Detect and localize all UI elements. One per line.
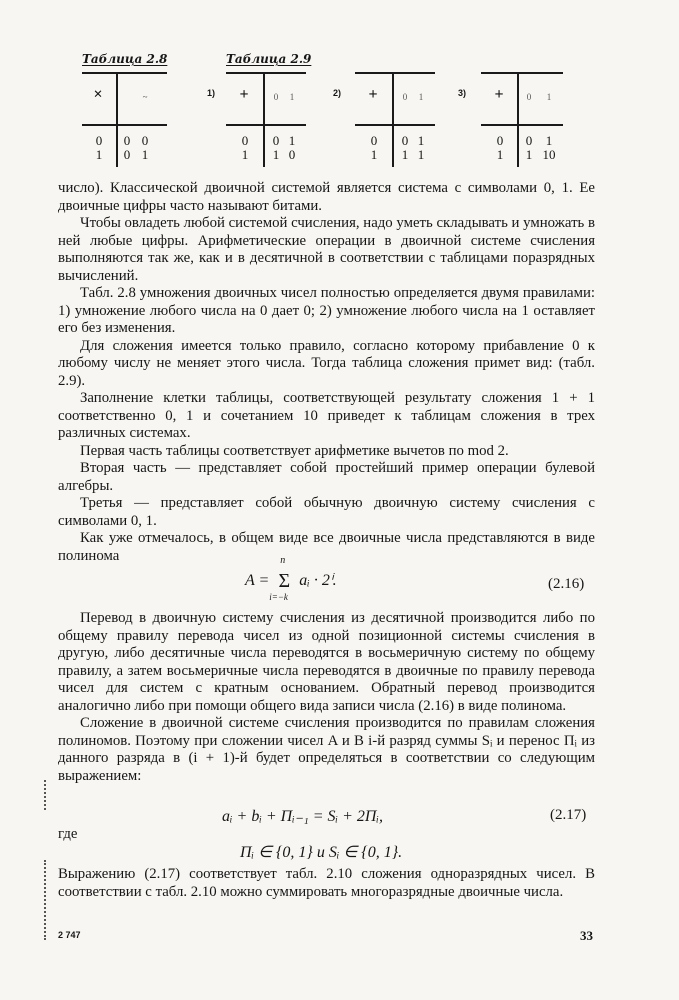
table-cell: 1 [545,133,553,148]
sum-upper-limit: n [280,555,286,566]
table-cell: 0 [525,133,533,148]
table-2-9-part-2 [355,72,445,167]
summation-sign: n Σ i=−k [269,555,291,602]
table-header-cell: 0 [402,92,408,102]
table-cell: 1 [141,147,149,162]
paragraph: Табл. 2.8 умножения двоичных чисел полностью определяется двумя правилами: 1) умножение любого числа на 0 дает 0; 2) умножение любого числа на 1 оставляет его без изменения. [58,285,595,336]
table-cell: 0 [123,133,131,148]
table-cell: 1 [401,147,409,162]
formula-lhs: A = [245,572,274,590]
paragraph: Выражению (2.17) соответствует табл. 2.10 сложения одноразрядных чисел. В соответствии с табл. 2.10 можно суммировать многоразрядные двоичные числа. [58,866,595,900]
multiply-operator: × [93,86,103,103]
table-2-8-caption: Таблица 2.8 [82,52,168,66]
table-2-9-part-3 [481,72,571,167]
table-cell: 0 [496,133,504,148]
paragraph: Сложение в двоичной системе счисления производится по правилам сложения полиномов. Поэтому при сложении чисел A и B i-й разряд суммы Sᵢ и перенос Пᵢ из данного разряда в (i + 1)-й будет определяться в соответствии со следующим выражением: [58,715,595,784]
paragraph: где [58,826,78,842]
table-cell: 1 [241,147,249,162]
table-cell: 0 [95,133,103,148]
table-cell: 10 [542,147,556,162]
body-text-final [58,866,595,901]
binding-mark [44,860,52,940]
table-header-cell: 1 [546,92,552,102]
table-header-cell: 1 [418,92,424,102]
table-cell: 1 [417,147,425,162]
table-cell: 1 [417,133,425,148]
paragraph: Заполнение клетки таблицы, соответствующей результату сложения 1 + 1 соответственно 0, 1 и сочетанием 10 приведет к таблицам сложения в трех различных системах. [58,390,595,441]
table-cell: 1 [288,133,296,148]
table-cell: 1 [525,147,533,162]
page-number: 33 [580,928,593,943]
table-cell: 0 [288,147,296,162]
equation-number: (2.16) [548,576,585,592]
plus-operator: + [368,86,378,103]
table-cell: 0 [141,133,149,148]
table-header-cell: 0 [273,92,279,102]
paragraph: Перевод в двоичную систему счисления из десятичной производится либо по общему правилу перевода чисел из одной позиционной системы счисления в другую, либо десятичные числа переводятся в восьмеричную систему по общему правилу, а затем восьмеричные числа переводятся в двоичные по правилу перевода чисел для систем с кратным основанием. Обратный перевод производится аналогично либо при помощи общего вида записи числа (2.16) в виде полинома. [58,610,595,714]
paragraph: Первая часть таблицы соответствует арифметике вычетов по mod 2. [80,442,509,459]
table-cell: 0 [241,133,249,148]
formula-2-17-conditions: Пᵢ ∈ {0, 1} и Sᵢ ∈ {0, 1}. [240,844,403,861]
table-header-cell: 0 [526,92,532,102]
where-label [58,826,595,844]
body-text-upper [58,180,595,565]
binding-mark [44,780,52,810]
table-cell: 1 [496,147,504,162]
table-cell: 1 [95,147,103,162]
table-cell: 0 [123,147,131,162]
paragraph: число). Классической двоичной системой является система с символами 0, 1. Ее двоичные цифры часто называют битами. [58,180,595,214]
formula-2-17: aᵢ + bᵢ + Пᵢ₋₁ = Sᵢ + 2Пᵢ, [222,808,383,825]
table-header-cell: ~ [142,92,148,102]
formula-2-16 [245,555,337,602]
table-cell: 0 [370,133,378,148]
printer-signature: 2 747 [58,930,81,940]
sum-lower-limit: i=−k [269,592,288,602]
paragraph: Чтобы овладеть любой системой счисления, надо уметь складывать и умножать в ней любые цифры. Арифметические операции в двоичной системе счисления выполняются так же, как и в десятичной в соответствии с таблицами поразрядных вычислений. [58,215,595,284]
body-text-lower [58,610,595,785]
formula-body: aᵢ · 2ⁱ. [299,572,337,590]
table-2-9-caption: Таблица 2.9 [226,52,312,66]
table-cell: 1 [370,147,378,162]
equation-number: (2.17) [550,807,587,823]
plus-operator: + [239,86,249,103]
table-cell: 0 [401,133,409,148]
table-header-cell: 1 [289,92,295,102]
table-part-label: 1) [207,88,216,98]
plus-operator: + [494,86,504,103]
table-2-9-part-1 [226,72,316,167]
table-part-label: 3) [458,88,467,98]
table-cell: 0 [272,133,280,148]
table-2-8 [82,72,172,167]
paragraph: Вторая часть — представляет собой простейший пример операции булевой алгебры. [58,460,595,494]
table-part-label: 2) [333,88,342,98]
table-cell: 1 [272,147,280,162]
paragraph: Для сложения имеется только правило, согласно которому прибавление 0 к любому числу не меняет этого числа. Тогда таблица сложения примет вид: (табл. 2.9). [58,337,595,389]
paragraph: Третья — представляет собой обычную двоичную систему счисления с символами 0, 1. [58,495,595,529]
paragraph: Как уже отмечалось, в общем виде все двоичные числа представляются в виде полинома [58,530,595,564]
